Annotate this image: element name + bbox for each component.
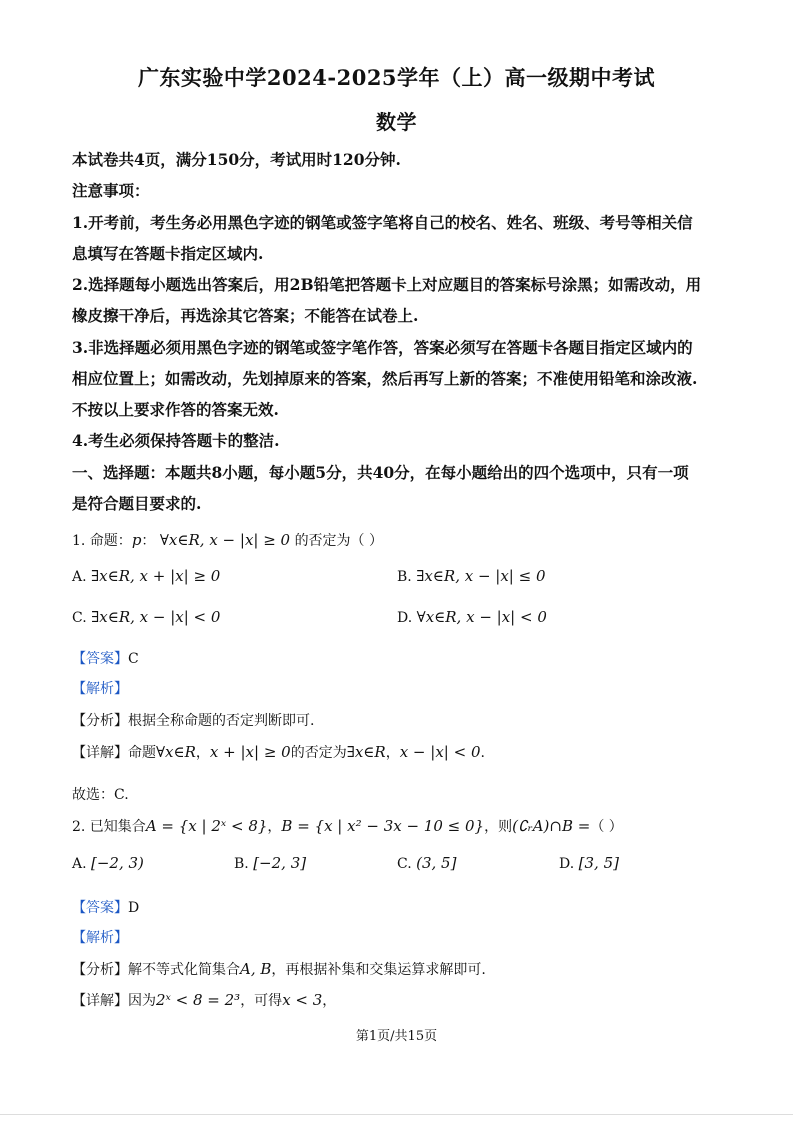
q2-option-c-text: (3, 5] [416,854,457,872]
q1-detail-text-c: 的否定为 [290,745,347,761]
q1-option-c-text: ∃x∈R, x − |x| < 0 [91,608,221,626]
notice-1b: 息填写在答题卡指定区域内. [72,244,264,263]
q1-option-a-label: A. [72,569,87,585]
q1-colon: ： [141,533,156,549]
q2-detail [72,990,336,1011]
q2-option-a [72,853,144,874]
q2-fenxi-formula: A, B [240,960,272,978]
q1-analysis [72,679,128,699]
q2-option-a-label: A. [72,856,87,872]
section-heading-1: 一、选择题：本题共8小题，每小题5分，共40分，在每小题给出的四个选项中，只有一项 [72,463,689,482]
q1-detail-formula-3: ∃x∈R [346,743,386,761]
q1-p: p [131,531,142,549]
q2-detail-text-b: ，可得 [240,993,283,1009]
q2-analysis [72,928,128,948]
notice-4: 4.考生必须保持答题卡的整洁. [72,431,280,450]
q2-detail-text-a: 因为 [128,993,156,1009]
q1-option-a [72,566,220,587]
q2-detail-text-c: ， [322,993,337,1009]
page-number: 第1页/共15页 [355,1029,438,1044]
q2-detail-formula-2: x < 3 [282,991,323,1009]
q1-answer-tag: 【答案】 [72,651,128,667]
q2-answer [72,898,139,918]
q1-detail-tag: 【详解】 [72,745,128,761]
q1-detail-text-e: . [480,745,485,761]
q1-conclusion: 故选：C. [72,787,129,803]
q1-fenxi-text: 根据全称命题的否定判断即可. [128,713,315,729]
q2-answer-tag: 【答案】 [72,900,128,916]
q1-detail-text-d: ， [385,745,400,761]
notice-2b: 橡皮擦干净后，再选涂其它答案；不能答在试卷上. [72,306,419,325]
q1-formula: ∀x∈R, x − |x| ≥ 0 [159,531,291,549]
q1-answer [72,649,139,669]
section-heading-2: 是符合题目要求的. [72,494,202,513]
q2-option-d [559,853,619,874]
q1-number: 1. 命题： [72,533,132,549]
q2-expr: (∁ᵣA)∩B = [512,817,591,835]
q2-fenxi-text-b: ，再根据补集和交集运算求解即可. [271,962,486,978]
q1-detail-text-a: 命题 [128,745,156,761]
q1-answer-value: C [128,651,139,667]
q2-set-a: A = {x | 2ˣ < 8} [145,817,268,835]
subject-title: 数学 [376,110,417,134]
notice-3c: 不按以上要求作答的答案无效. [72,400,279,419]
notice-title: 注意事项： [72,181,150,200]
q1-stem [72,530,383,551]
q1-analysis-tag: 【解析】 [72,681,128,697]
q1-detail [72,742,485,763]
q2-fenxi [72,959,486,980]
q1-option-b [397,566,546,587]
exam-title: 广东实验中学2024-2025学年（上）高一级期中考试 [137,65,656,90]
q2-option-b-label: B. [234,856,249,872]
q1-option-d-text: ∀x∈R, x − |x| < 0 [416,608,547,626]
q1-option-b-text: ∃x∈R, x − |x| ≤ 0 [416,567,546,585]
q2-option-c [397,853,456,874]
q2-then: ，则 [484,819,513,835]
q1-tail: 的否定为（ ） [294,533,384,549]
intro-line: 本试卷共4页，满分150分，考试用时120分钟. [72,150,401,169]
q2-tail: （ ） [590,819,623,835]
notice-3b: 相应位置上；如需改动，先划掉原来的答案，然后再写上新的答案；不准使用铅笔和涂改液. [72,369,698,388]
q2-option-d-text: [3, 5] [578,854,619,872]
q1-option-d-label: D. [397,610,413,626]
q1-option-c [72,607,220,628]
q2-option-c-label: C. [397,856,412,872]
q1-detail-formula-2: x + |x| ≥ 0 [209,743,291,761]
q2-set-b: B = {x | x² − 3x − 10 ≤ 0} [281,817,485,835]
q1-option-d [397,607,547,628]
notice-2a: 2.选择题每小题选出答案后，用2B铅笔把答题卡上对应题目的答案标号涂黑；如需改动，用 [72,275,702,294]
q2-comma: ， [267,819,282,835]
q2-detail-formula-1: 2ˣ < 8 = 2³ [156,991,241,1009]
q2-detail-tag: 【详解】 [72,993,128,1009]
q2-option-b [234,853,306,874]
q2-option-d-label: D. [559,856,575,872]
q2-number: 2. 已知集合 [72,819,146,835]
q1-fenxi [72,711,314,731]
q2-stem [72,816,623,837]
q1-option-b-label: B. [397,569,412,585]
q2-option-b-text: [−2, 3] [253,854,307,872]
notice-3a: 3.非选择题必须用黑色字迹的钢笔或签字笔作答，答案必须写在答题卡各题目指定区域内的 [72,338,693,357]
page-divider [0,1114,793,1115]
q1-fenxi-tag: 【分析】 [72,713,128,729]
q1-option-c-label: C. [72,610,87,626]
q2-fenxi-tag: 【分析】 [72,962,128,978]
q2-fenxi-text-a: 解不等式化简集合 [128,962,240,978]
q2-option-a-text: [−2, 3) [91,854,144,872]
notice-1a: 1.开考前，考生务必用黑色字迹的钢笔或签字笔将自己的校名、姓名、班级、考号等相关信 [72,213,693,232]
q2-answer-value: D [128,900,140,916]
q1-option-a-text: ∃x∈R, x + |x| ≥ 0 [91,567,221,585]
q1-detail-formula-4: x − |x| < 0 [399,743,481,761]
q2-analysis-tag: 【解析】 [72,930,128,946]
q1-detail-formula-1: ∀x∈R [156,743,196,761]
q1-detail-text-b: ， [195,745,210,761]
